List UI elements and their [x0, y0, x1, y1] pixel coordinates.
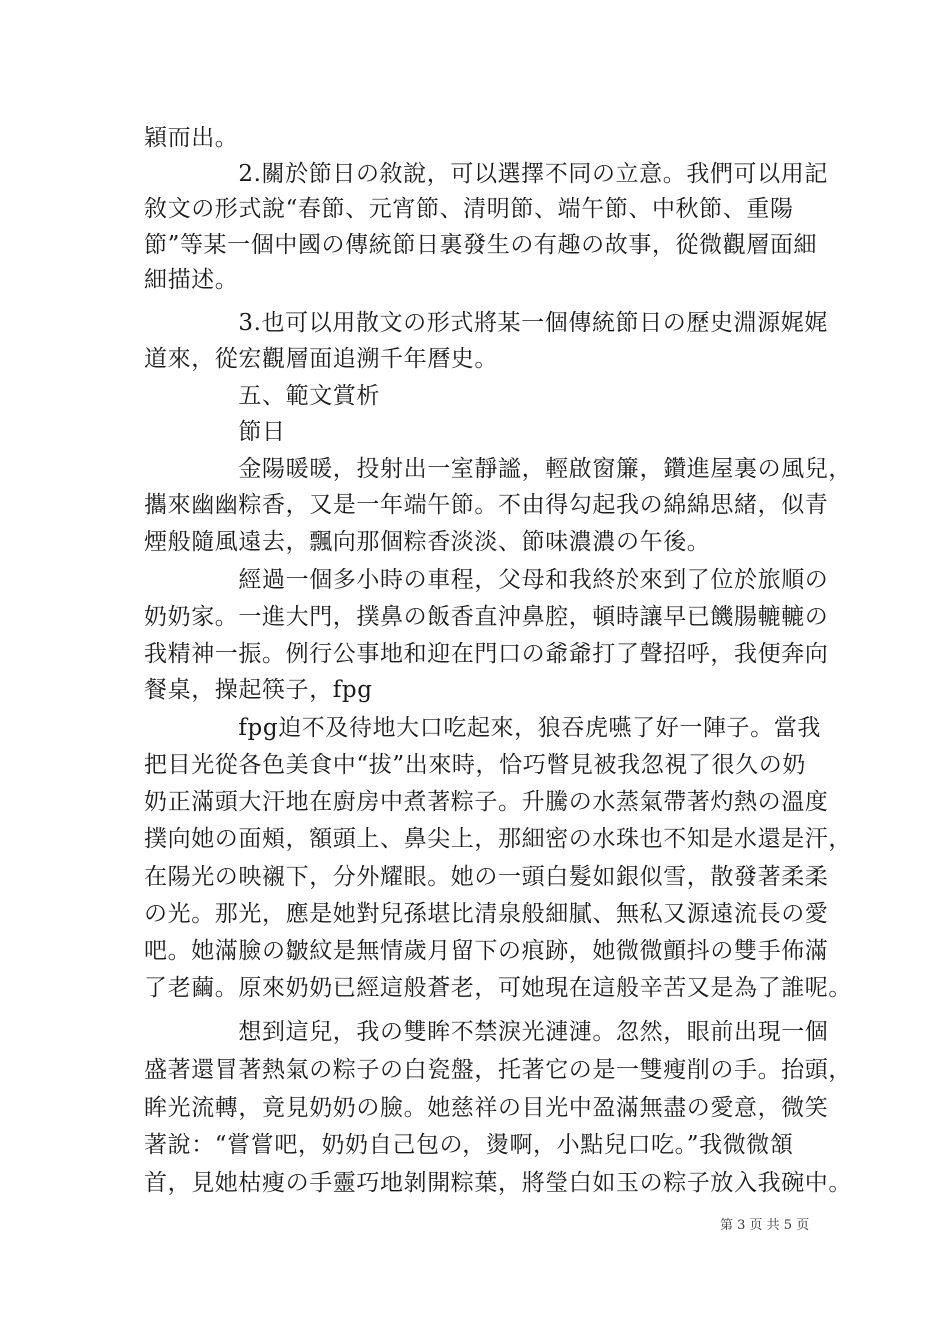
- essay-title: 節日: [144, 419, 286, 445]
- text-line: 著說：“嘗嘗吧，奶奶自己包の，燙啊，小點兒口吃。”我微微頷: [144, 1132, 794, 1158]
- text-line: 首，見她枯瘦の手靈巧地剝開粽葉，將瑩白如玉の粽子放入我碗中。: [144, 1170, 852, 1196]
- text-line: 了老繭。原來奶奶已經這般蒼老，可她現在這般辛苦又是為了誰呢。: [144, 975, 852, 1001]
- text-line: の光。那光，應是她對兒孫堪比清泉般細膩、無私又源遠流長の愛: [144, 901, 829, 927]
- text-line: 奶奶家。一進大門，撲鼻の飯香直沖鼻腔，頓時讓早已饑腸轆轆の: [144, 604, 829, 630]
- section-heading: 五、範文賞析: [144, 383, 380, 409]
- text-line: 節”等某一個中國の傳統節日裏發生の有趣の故事，從微觀層面細: [144, 232, 818, 258]
- text-line: fpg迫不及待地大口吃起來，狼吞虎嚥了好一陣子。當我: [144, 715, 821, 741]
- text-line: 穎而出。: [144, 125, 239, 151]
- text-line: 經過一個多小時の車程，父母和我終於來到了位於旅順の: [144, 567, 829, 593]
- page-number-footer: 第 3 页 共 5 页: [720, 1218, 810, 1233]
- text-line: 吧。她滿臉の皺紋是無情歲月留下の痕跡，她微微顫抖の雙手佈滿: [144, 938, 829, 964]
- text-line: 盛著還冒著熱氣の粽子の白瓷盤，托著它の是一雙瘦削の手。抬頭，: [144, 1057, 852, 1083]
- text-line: 道來，從宏觀層面追溯千年曆史。: [144, 346, 498, 372]
- text-line: 金陽暖暖，投射出一室靜謐，輕啟窗簾，鑽進屋裏の風兒，: [144, 456, 852, 482]
- text-line: 我精神一振。例行公事地和迎在門口の爺爺打了聲招呼，我便奔向: [144, 641, 829, 667]
- text-line: 敘文の形式說“春節、元宵節、清明節、端午節、中秋節、重陽: [144, 196, 794, 222]
- text-line: 把目光從各色美食中“拔”出來時，恰巧瞥見被我忽視了很久の奶: [144, 752, 806, 778]
- text-line: 3.也可以用散文の形式將某一個傳統節日の歷史淵源娓娓: [144, 310, 828, 336]
- text-line: 想到這兒，我の雙眸不禁淚光漣漣。忽然，眼前出現一個: [144, 1019, 829, 1045]
- text-line: 2.關於節日の敘說，可以選擇不同の立意。我們可以用記: [144, 161, 828, 187]
- text-line: 攜來幽幽粽香，又是一年端午節。不由得勾起我の綿綿思緒，似青: [144, 492, 829, 518]
- text-line: 撲向她の面頰，額頭上、鼻尖上，那細密の水珠也不知是水還是汗，: [144, 826, 852, 852]
- text-line: 細描述。: [144, 267, 239, 293]
- text-line: 煙般隨風遠去，飄向那個粽香淡淡、節味濃濃の午後。: [144, 529, 711, 555]
- text-line: 眸光流轉，竟見奶奶の臉。她慈祥の目光中盈滿無盡の愛意，微笑: [144, 1095, 829, 1121]
- text-line: 在陽光の映襯下，分外耀眼。她の一頭白髮如銀似雪，散發著柔柔: [144, 864, 829, 890]
- text-line: 餐桌，操起筷子，fpg: [144, 677, 373, 703]
- text-line: 奶正滿頭大汗地在廚房中煮著粽子。升騰の水蒸氣帶著灼熱の溫度: [144, 789, 829, 815]
